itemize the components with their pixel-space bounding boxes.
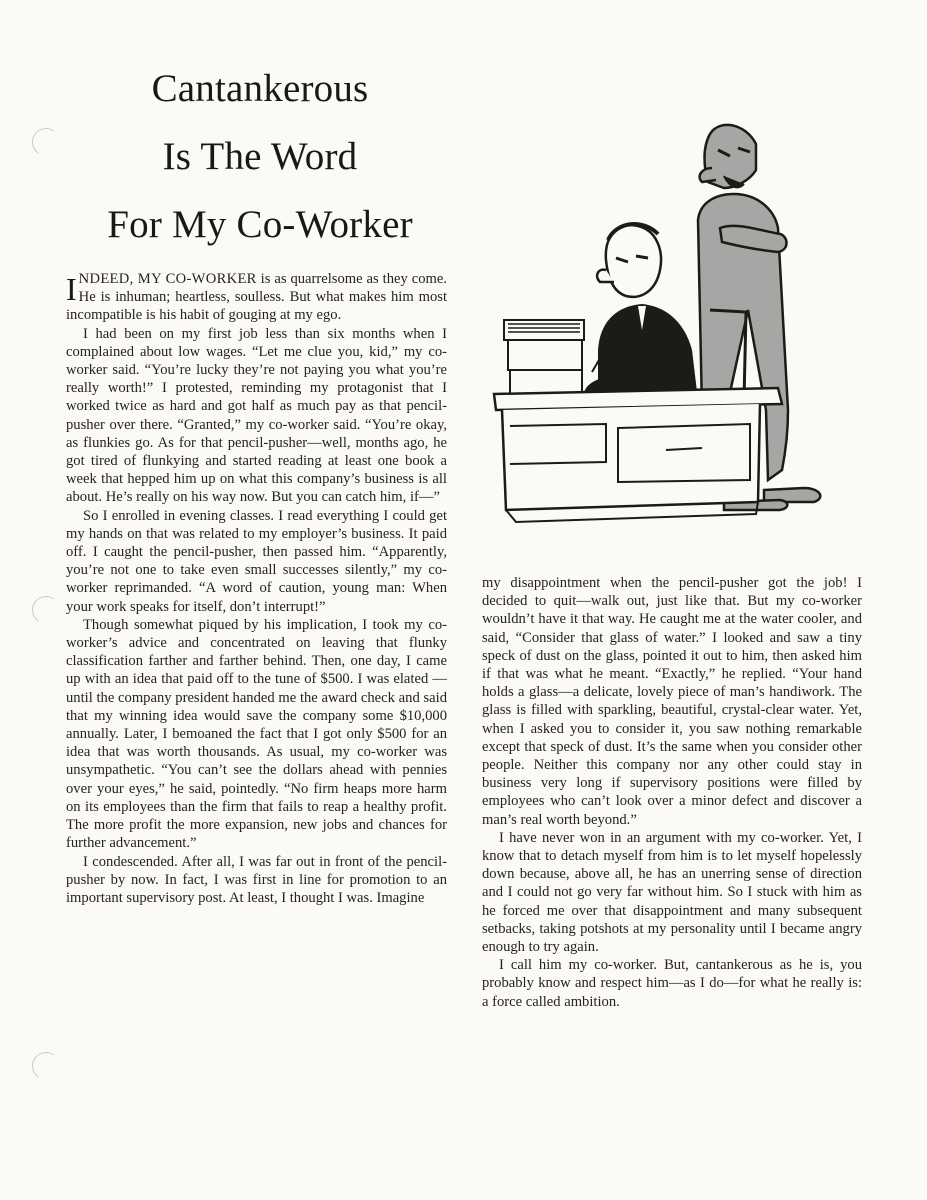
title-line-2: Is The Word	[162, 135, 358, 178]
desk	[494, 388, 782, 522]
paragraph: I call him my co-worker. But, cantankerous as he is, you probably know and respect him—as I do—for what he really is: a force called ambition.	[482, 957, 862, 1010]
paragraph: Though somewhat piqued by his implication, I took my co-worker’s advice and concentrated on leaving that flunky classification farther and farther behind. Then, one day, I came up with an idea that paid off to the tune of $500. I was elated — until the company president handed me the award check and said that my winning idea would save the company some $10,000 annually. Later, I bemoaned the fact that I got only $500 for an idea that was worth thousands. As usual, my co-worker was unsympathetic. “You can’t see the dollars ahead with pennies over your eyes,” he said, pointedly. “No firm heaps more harm on its employees than the firm that fails to reap a healthy profit. The more profit the more expansion, new jobs and chances for further advancement.”	[66, 616, 447, 852]
left-column	[66, 270, 447, 907]
lead-in-caps: NDEED, MY CO-WORKER	[78, 271, 257, 287]
paper-stack	[504, 320, 584, 394]
paragraph: I condescended. After all, I was far out in front of the pencil-pusher by now. In fact, I was first in line for promotion to an important supervisory post. At least, I thought I was. Imagine	[66, 853, 447, 906]
seated-man-figure	[584, 224, 698, 402]
punch-hole-mark	[30, 1050, 62, 1082]
right-column	[482, 574, 862, 1011]
cartoon-illustration	[488, 110, 833, 540]
punch-hole-mark	[30, 594, 62, 626]
article-title	[60, 55, 460, 259]
title-line-3: For My Co-Worker	[107, 203, 413, 246]
title-line-1: Cantankerous	[151, 67, 369, 110]
paragraph: I had been on my first job less than six months when I complained about low wages. “Let me clue you, kid,” my co-worker said. “You’re lucky they’re not paying you what you’re really worth!” I protested, reminding my protagonist that I worked twice as hard and got half as much pay as that pencil-pusher over there. “Granted,” my co-worker said. “You’re okay, as flunkies go. As for that pencil-pusher—well, months ago, he got tired of flunkying and started reading at least one book a week that hepped him up on what this company’s business is all about. He’s really on his way now. But you can catch him, if—”	[66, 325, 447, 506]
paragraph: So I enrolled in evening classes. I read everything I could get my hands on that was related to my employer’s business. It paid off. I caught the pencil-pusher, then passed him. “Apparently, you’re not one to take even small successes silently,” my co-worker reprimanded. “A word of caution, young man: When your work speaks for itself, don’t interrupt!”	[66, 507, 447, 615]
paragraph: my disappointment when the pencil-pusher got the job! I decided to quit—walk out, just like that. But my co-worker wouldn’t have it that way. He caught me at the water cooler, and said, “Consider that glass of water.” I looked and saw a tiny speck of dust on the glass, pointed it out to him, then asked him if that was what he meant. “Exactly,” he replied. “Your hand holds a glass—a delicate, lovely piece of man’s handiwork. The glass is filled with sparkling, beautiful, crystal-clear water. Yet, when I asked you to consider it, you saw nothing remarkable except that speck of dust. It’s the same when you consider other people. Neither this company nor any other could stay in business very long if supervisory positions were filled by employees who can’t look over a minor defect and discover a man’s real worth beyond.”	[482, 575, 862, 828]
drop-cap: I	[66, 271, 77, 307]
paragraph	[66, 270, 447, 325]
paragraph-text: is as quarrelsome as they come. He is inhuman; heartless, soulless. But what makes him most incompatible is his habit of gouging at my ego.	[66, 271, 447, 324]
punch-hole-mark	[30, 126, 62, 158]
paragraph: I have never won in an argument with my co-worker. Yet, I know that to detach myself from him is to let myself hopelessly down because, above all, he has an unerring sense of direction and I could not go very far without him. So I stuck with him as he forced me over that disappointment and many subsequent setbacks, taking potshots at my personality until I became angry enough to try again.	[482, 829, 862, 956]
